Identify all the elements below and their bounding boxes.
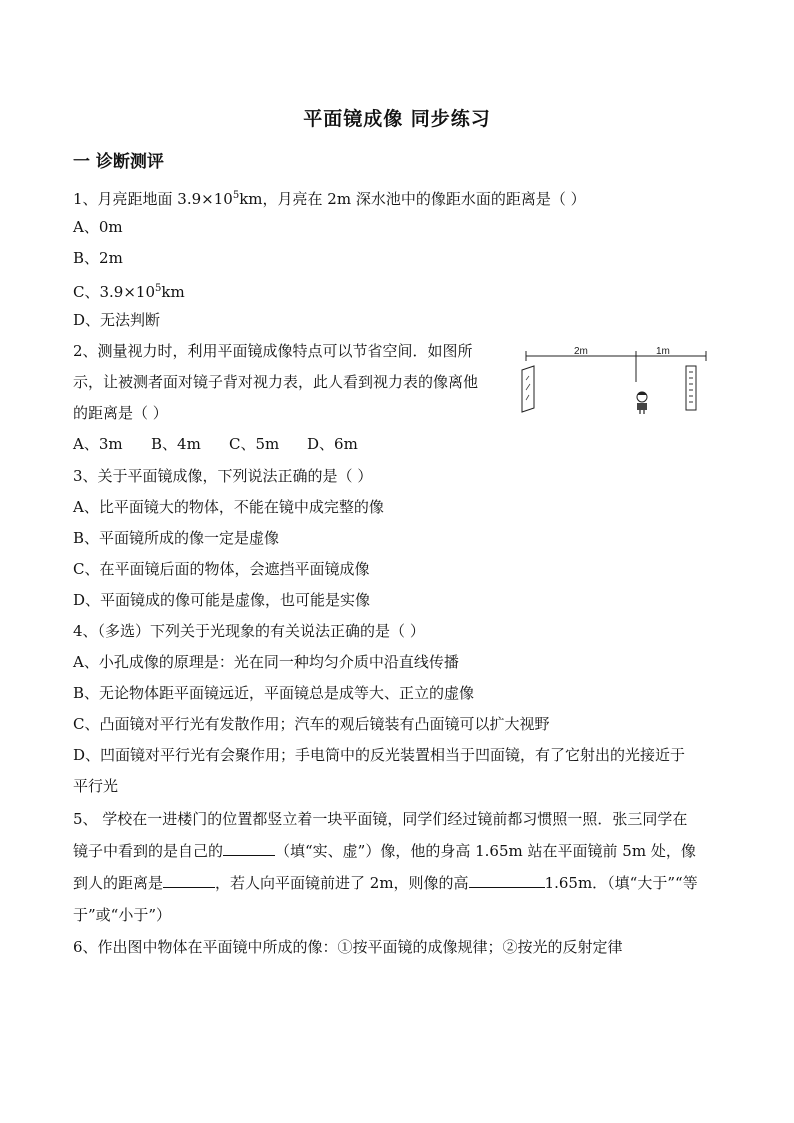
q1-option-d: D、无法判断 bbox=[73, 311, 161, 329]
q1-stem: 1、月亮距地面 $3.9\times 10^5km$，月亮在 2m 深水池中的像距水面的距离是（ ） bbox=[73, 190, 586, 208]
q1-option-c: C、$3.9\times 10^5km$ bbox=[73, 283, 185, 301]
page-title: 平面镜成像 同步练习 bbox=[303, 108, 491, 130]
q4-option-b: B、无论物体距平面镜远近，平面镜总是成等大、正立的虚像 bbox=[73, 684, 475, 702]
q3-option-a: A、比平面镜大的物体，不能在镜中成完整的像 bbox=[73, 498, 384, 516]
answer-blank[interactable] bbox=[163, 873, 215, 888]
q2-options bbox=[73, 434, 358, 454]
q5-line3: 到人的距离是 ，若人向平面镜前进了 2m，则像的高 1.65m．（填“大于”“等 bbox=[73, 874, 698, 892]
eye-chart-icon bbox=[686, 366, 696, 410]
q4-option-c: C、凸面镜对平行光有发散作用；汽车的观后镜装有凸面镜可以扩大视野 bbox=[73, 715, 550, 733]
section-heading: 一 诊断测评 bbox=[73, 152, 164, 172]
eye-test-diagram bbox=[516, 342, 716, 420]
q4-option-a: A、小孔成像的原理是：光在同一种均匀介质中沿直线传播 bbox=[73, 653, 459, 671]
q1-option-a: A、0m bbox=[73, 218, 123, 236]
q2-option-d: D、6m bbox=[307, 435, 358, 453]
q2-stem-line2: 示，让被测者面对镜子背对视力表，此人看到视力表的像离他 bbox=[73, 373, 479, 391]
distance-label-left: 2m bbox=[574, 346, 588, 357]
q2-stem-line3: 的距离是（ ） bbox=[73, 404, 168, 422]
q5-line1: 5、 学校在一进楼门的位置都竖立着一块平面镜，同学们经过镜前都习惯照一照．张三同学在 bbox=[73, 810, 688, 828]
q3-option-d: D、平面镜成的像可能是虚像，也可能是实像 bbox=[73, 591, 371, 609]
q4-option-d-cont: 平行光 bbox=[73, 777, 119, 795]
answer-blank[interactable] bbox=[469, 873, 545, 888]
q2-stem-line1: 2、测量视力时，利用平面镜成像特点可以节省空间．如图所 bbox=[73, 342, 473, 360]
q6-stem: 6、作出图中物体在平面镜中所成的像：①按平面镜的成像规律；②按光的反射定律 bbox=[73, 938, 623, 956]
q2-option-a: A、3m bbox=[73, 435, 123, 453]
q3-option-c: C、在平面镜后面的物体，会遮挡平面镜成像 bbox=[73, 560, 370, 578]
q5-line2: 镜子中看到的是自己的 （填“实、虚”）像，他的身高 1.65m 站在平面镜前 5m 处，像 bbox=[73, 842, 696, 860]
q3-stem: 3、关于平面镜成像，下列说法正确的是（ ） bbox=[73, 467, 373, 485]
q4-stem: 4、（多选）下列关于光现象的有关说法正确的是（ ） bbox=[73, 622, 425, 640]
q3-option-b: B、平面镜所成的像一定是虚像 bbox=[73, 529, 280, 547]
q4-option-d: D、凹面镜对平行光有会聚作用；手电筒中的反光装置相当于凹面镜，有了它射出的光接近于 bbox=[73, 746, 686, 764]
q1-option-b: B、2m bbox=[73, 249, 123, 267]
answer-blank[interactable] bbox=[223, 841, 275, 856]
q2-option-b: B、4m bbox=[151, 435, 201, 453]
q5-line4: 于”或“小于”） bbox=[73, 906, 172, 924]
person-icon bbox=[637, 392, 647, 415]
dimension-line bbox=[526, 351, 706, 382]
q2-option-c: C、5m bbox=[229, 435, 280, 453]
distance-label-right: 1m bbox=[656, 346, 670, 357]
mirror-icon bbox=[522, 366, 534, 412]
